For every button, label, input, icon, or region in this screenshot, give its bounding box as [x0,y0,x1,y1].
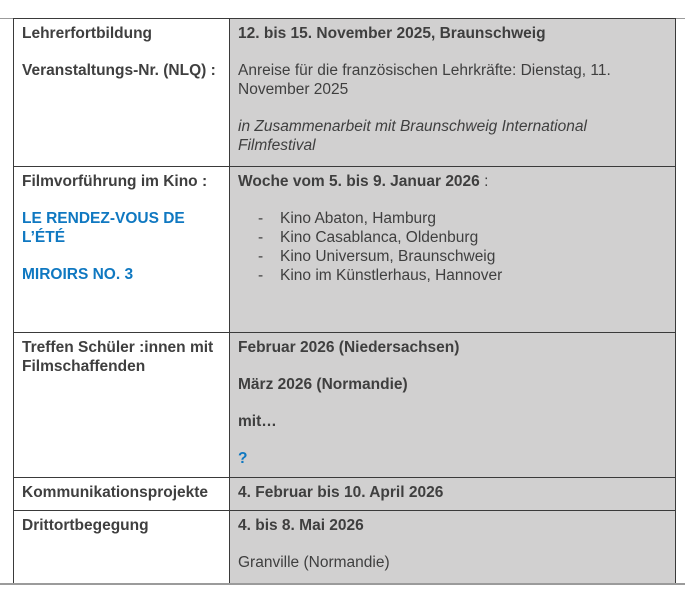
row5-label: Drittortbegegung [22,517,149,534]
row5-date: 4. bis 8. Mai 2026 [238,517,364,534]
row2-week-suffix: : [479,173,489,190]
row2-week [238,172,667,191]
row4-date: 4. Februar bis 10. April 2026 [238,484,444,501]
row1-cooperation-note: in Zusammenarbeit mit Braunschweig International Filmfestival [238,118,587,154]
bottom-rule-line [0,583,685,585]
row2-detail-cell [230,167,676,333]
row4-header-cell [14,478,230,511]
row5-header-cell [14,511,230,585]
row3-header-cell [14,333,230,478]
row3-detail-cell [230,333,676,478]
row5-detail-cell [230,511,676,585]
cinema-name: Kino Casablanca, Oldenburg [280,229,479,246]
table-row-filmvorfuehrung [14,167,676,333]
table-row-kommunikationsprojekte [14,478,676,511]
row1-title: Lehrerfortbildung [22,25,153,42]
row4-detail-cell [230,478,676,511]
cinema-list [258,209,667,285]
list-item [258,247,667,266]
table-row-treffen [14,333,676,478]
dash-bullet: - [258,210,264,227]
dash-bullet: - [258,248,264,265]
row1-header-cell [14,19,230,167]
row4-label: Kommunikationsprojekte [22,484,209,501]
schedule-table [13,18,676,585]
row3-date-1: Februar 2026 (Niedersachsen) [238,339,460,356]
row3-label: Treffen Schüler :innen mit Filmschaffenden [22,339,214,375]
table-row-drittortbegegung [14,511,676,585]
table-row-lehrerfortbildung [14,19,676,167]
dash-bullet: - [258,267,264,284]
row5-location: Granville (Normandie) [238,554,390,571]
film-title-link-1[interactable]: LE RENDEZ-VOUS DE L’ÉTÉ [22,210,185,246]
row1-date: 12. bis 15. November 2025, Braunschweig [238,25,546,42]
row2-header-cell [14,167,230,333]
row2-week-bold: Woche vom 5. bis 9. Januar 2026 [238,173,480,190]
row3-mit-text: mit… [238,413,277,430]
list-item [258,266,667,285]
cinema-name: Kino Abaton, Hamburg [280,210,436,227]
row1-arrival-note: Anreise für die französischen Lehrkräfte: Dienstag, 11. November 2025 [238,62,611,98]
row2-label: Filmvorführung im Kino : [22,173,208,190]
question-mark-link[interactable]: ? [238,450,248,467]
row1-detail-cell [230,19,676,167]
row3-date-2: März 2026 (Normandie) [238,376,408,393]
row1-subtitle: Veranstaltungs-Nr. (NLQ) : [22,62,216,79]
cinema-name: Kino im Künstlerhaus, Hannover [280,267,503,284]
list-item [258,209,667,228]
list-item [258,228,667,247]
film-title-link-2[interactable]: MIROIRS NO. 3 [22,266,134,283]
cinema-name: Kino Universum, Braunschweig [280,248,496,265]
dash-bullet: - [258,229,264,246]
